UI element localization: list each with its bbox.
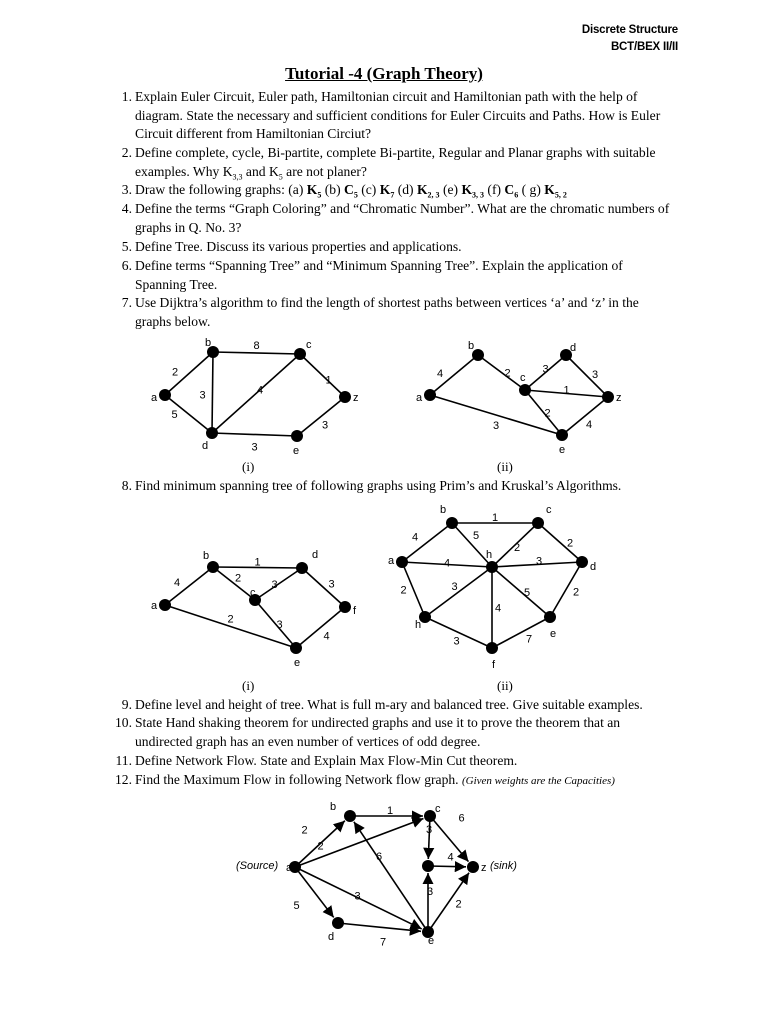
vertex-label: z (481, 862, 487, 874)
graph-edge (566, 355, 608, 397)
question-text: Find the Maximum Flow in following Network flow graph. (Given weights are the Capacities) (135, 772, 615, 787)
edge-weight: 1 (491, 512, 499, 524)
course-name: Discrete Structure (581, 24, 678, 36)
graph-vertex (422, 860, 434, 872)
graph-edge (302, 568, 345, 607)
edge-weight: 4 (585, 419, 593, 431)
graph-vertex (207, 561, 219, 573)
edge-weight: 4 (411, 531, 419, 544)
edge-weight: 3 (271, 579, 278, 591)
vertex-label: d (570, 342, 577, 354)
vertex-label: f (492, 659, 496, 671)
graph-vertex (332, 917, 344, 929)
graph-g7ii (416, 340, 622, 456)
question-number: 7. (121, 295, 132, 310)
graph-vertex (544, 611, 556, 623)
edge-weight: 2 (566, 537, 574, 550)
graph-edge (300, 354, 345, 397)
vertex-label: e (428, 935, 435, 947)
vertex-label: e (294, 657, 301, 669)
edge-weight: 3 (542, 363, 549, 376)
graph-edge (478, 355, 525, 390)
graph-symbol: (f) $C_6$ (484, 182, 519, 200)
graph-g12 (286, 801, 487, 949)
graph-vertex (602, 391, 614, 403)
question-text: Define terms “Spanning Tree” and “Minimum Spanning Tree”. Explain the application of Spanning Tree. (135, 258, 623, 292)
question-number: 11. (115, 753, 132, 768)
edge-weight: 3 (591, 369, 599, 381)
vertex-label: d (590, 561, 597, 573)
vertex-label: d (202, 440, 209, 452)
edge-weight: 3 (328, 578, 335, 591)
caption-q7-ii: (ii) (497, 459, 513, 474)
edge-weight: 3 (453, 635, 460, 648)
vertex-label: f (353, 605, 357, 617)
vertex-label: a (151, 392, 158, 404)
edge-weight: 4 (256, 384, 264, 397)
graph-vertex (296, 562, 308, 574)
edge-weight: 3 (199, 389, 206, 402)
vertex-label: b (440, 504, 447, 516)
question-number: 10. (115, 715, 132, 730)
graph-g7i (151, 337, 359, 457)
question-text: State Hand shaking theorem for undirected graphs and use it to prove the theorem that an undirected graph has an even number of vertices of odd degree. (135, 715, 621, 749)
edge-weight: 5 (171, 409, 178, 421)
vertex-label: c (546, 504, 552, 516)
graph-edge (255, 568, 302, 600)
graph-symbol: (d) $K_{2, 3}$ (394, 182, 440, 200)
caption-q7-i: (i) (242, 459, 255, 474)
vertex-label: z (616, 392, 622, 404)
graph-vertex (206, 427, 218, 439)
edge-weight: 4 (494, 602, 502, 615)
vertex-label: b (330, 801, 337, 813)
graph-symbol: (e) $K_{3, 3}$ (439, 182, 485, 200)
edge-weight: 5 (472, 530, 480, 542)
graph-edge (165, 567, 213, 605)
question-text: Find minimum spanning tree of following graphs using Prim’s and Kruskal’s Algorithms. (135, 478, 622, 493)
edge-weight: 2 (234, 572, 242, 585)
page-title: Tutorial -4 (Graph Theory) (285, 64, 483, 83)
edge-weight: 3 (451, 581, 458, 593)
graph-vertex (339, 391, 351, 403)
graph-vertex (467, 861, 479, 873)
graph-symbol: (b) $C_5$ (321, 182, 358, 200)
graph-vertex (339, 601, 351, 613)
question-text: Define Network Flow. State and Explain Max Flow-Min Cut theorem. (135, 753, 518, 768)
edge-weight: 1 (386, 805, 394, 817)
question-text: Use Dijktra’s algorithm to find the length of shortest paths between vertices ‘a’ and ‘z’ in the graphs below. (135, 295, 639, 329)
graph-edge (425, 567, 492, 617)
graph-vertex (446, 517, 458, 529)
graph-edge (212, 352, 213, 433)
edge-weight: 5 (293, 900, 300, 912)
graph-vertex (519, 384, 531, 396)
question-text: Define level and height of tree. What is full m-ary and balanced tree. Give suitable examples. (135, 697, 643, 712)
edge-weight: 4 (436, 368, 444, 380)
edge-weight: 2 (504, 367, 511, 380)
vertex-label: a (151, 600, 158, 612)
vertex-label: d (312, 549, 319, 561)
graph-vertex (486, 642, 498, 654)
graph-vertex (290, 642, 302, 654)
edge-weight: 2 (301, 824, 308, 837)
graph-edge (296, 607, 345, 648)
edge-weight: 2 (317, 840, 324, 853)
edge-weight: 3 (425, 824, 433, 836)
edge-weight: 2 (171, 366, 179, 379)
question-number: 6. (121, 258, 132, 273)
vertex-label: e (559, 444, 566, 456)
vertex-label: e (293, 445, 300, 457)
question-number: 5. (121, 239, 132, 254)
edge-weight: 4 (173, 577, 181, 589)
edge-weight: 6 (375, 851, 383, 863)
graph-vertex (576, 556, 588, 568)
vertex-label: z (353, 392, 359, 404)
source-label: (Source) (236, 860, 279, 872)
vertex-label: b (205, 337, 212, 349)
vertex-label: a (286, 862, 293, 874)
vertex-label: h (415, 619, 422, 631)
question-number: 4. (121, 201, 132, 216)
vertex-label: a (388, 555, 395, 567)
course-code: BCT/BEX II/II (610, 41, 678, 53)
graph-symbol: (c) $K_7$ (357, 182, 395, 200)
edge-weight: 4 (443, 557, 451, 570)
graph-edge (428, 873, 469, 932)
edge-weight: 3 (535, 555, 543, 568)
graph-edge (295, 867, 334, 917)
question-text: Define the terms “Graph Coloring” and “Chromatic Number”. What are the chromatic numbers of graphs in Q. No. 3? (135, 201, 670, 235)
graph-vertex (396, 556, 408, 568)
edge-weight: 3 (276, 619, 283, 631)
edge-weight: 1 (563, 384, 570, 397)
graph-edge (538, 523, 582, 562)
sink-label: (sink) (490, 860, 517, 872)
edge-weight: 7 (379, 936, 387, 949)
edge-weight: 2 (400, 584, 407, 597)
edge-weight: 2 (572, 586, 580, 599)
caption-q8-ii: (ii) (497, 678, 513, 693)
graph-vertex (344, 810, 356, 822)
graph-vertex (486, 561, 498, 573)
question-text: Define complete, cycle, Bi-partite, complete Bi-partite, Regular and Planar graphs with suitable examples. Why $K_{3,3}$ and $K_5$ are not planer? (135, 145, 656, 182)
vertex-label: c (435, 803, 441, 815)
graph-edge (354, 822, 428, 932)
vertex-label: b (468, 340, 475, 352)
graph-vertex (424, 389, 436, 401)
caption-q8-i: (i) (242, 678, 255, 693)
edge-weight: 8 (253, 340, 260, 352)
vertex-label: d (328, 931, 335, 943)
question-number: 12. (115, 772, 132, 787)
edge-weight: 2 (455, 898, 462, 911)
graph-symbol: ( g) $K_{5, 2}$ (518, 182, 567, 200)
edge-weight: 2 (544, 407, 551, 420)
graph-vertex (159, 599, 171, 611)
graph-vertex (294, 348, 306, 360)
question-text: Draw the following graphs: (a) $K_5$ (b) $C_5$ (c) $K_7$ (d) $K_{2, 3}$ (e) $K_{3, 3}$ (f) $C_6$ ( g) $K_{5, 2}$ (135, 182, 567, 200)
graph-vertex (532, 517, 544, 529)
vertex-label: c (520, 372, 526, 384)
edge-weight: 3 (426, 886, 434, 898)
graph-edge (492, 617, 550, 648)
graph-vertex (556, 429, 568, 441)
edge-weight: 3 (354, 890, 361, 903)
edge-weight: 2 (513, 542, 521, 554)
graph-vertex (159, 389, 171, 401)
vertex-label: c (250, 587, 256, 599)
question-number: 3. (121, 182, 132, 197)
edge-weight: 7 (525, 633, 533, 646)
edge-weight: 6 (458, 812, 465, 825)
graph-symbol: (a) $K_5$ (288, 182, 322, 200)
vertex-label: b (203, 550, 210, 562)
edge-weight: 3 (251, 441, 258, 454)
graph-edge (295, 818, 423, 867)
vertex-label: e (550, 628, 557, 640)
question-number: 2. (121, 145, 132, 160)
edge-weight: 1 (254, 556, 261, 569)
graph-g8ii (388, 504, 596, 671)
vertex-label: c (306, 339, 312, 351)
vertex-label: h (486, 549, 493, 561)
edge-weight: 4 (447, 851, 454, 864)
graph-g8i (151, 549, 357, 669)
graph-edge (212, 433, 297, 436)
edge-weight: 3 (492, 420, 500, 432)
edge-weight: 5 (523, 587, 531, 599)
vertex-label: a (416, 392, 423, 404)
graph-edge (402, 523, 452, 562)
question-number: 1. (121, 89, 132, 104)
edge-weight: 3 (321, 419, 329, 432)
graph-vertex (291, 430, 303, 442)
graph-edge (425, 816, 433, 859)
graph-edge (213, 352, 300, 354)
question-text: Explain Euler Circuit, Euler path, Hamiltonian circuit and Hamiltonian path with the help of diagram. State the necessary and sufficient conditions for Euler Circuits and Paths. How is Euler Circuit different from Hamiltonian Circiut? (135, 89, 661, 142)
edge-weight: 1 (325, 374, 332, 387)
question-number: 8. (121, 478, 132, 493)
question-text: Define Tree. Discuss its various properties and applications. (135, 239, 462, 254)
question-number: 9. (121, 697, 132, 712)
graph-edge (338, 923, 421, 931)
edge-weight: 4 (323, 630, 330, 643)
edge-weight: 2 (227, 613, 234, 626)
